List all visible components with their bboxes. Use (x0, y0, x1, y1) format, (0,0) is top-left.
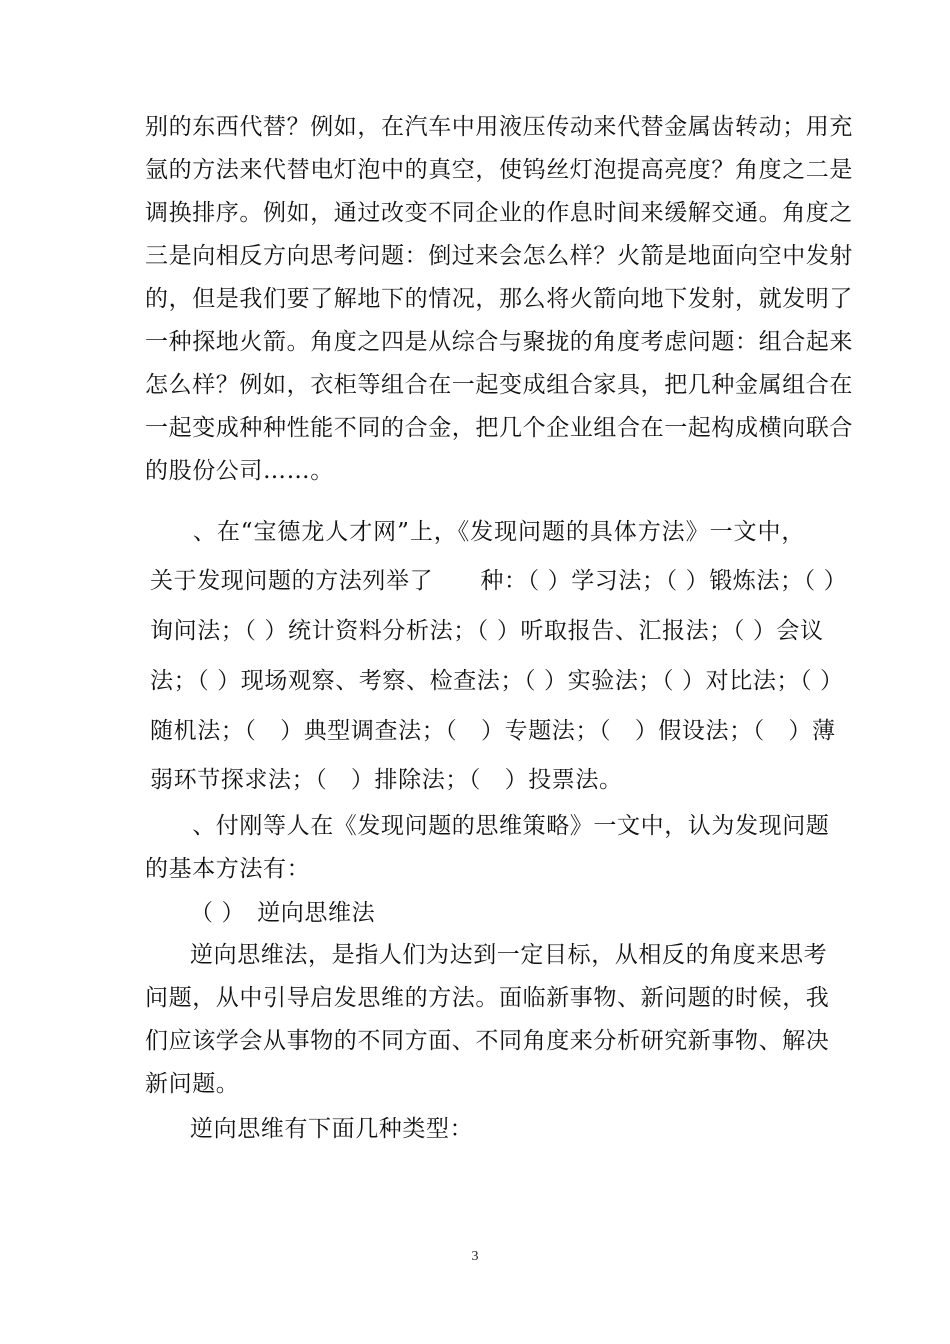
text-line: 、付刚等人在《发现问题的思维策略》一文中，认为发现问题 (145, 813, 830, 839)
text-line: 怎么样？例如，衣柜等组合在一起变成组合家具，把几种金属组合在 (145, 372, 853, 398)
text-line: 询问法；（ ）统计资料分析法；（ ）听取报告、汇报法；（ ）会议 (150, 618, 824, 644)
text-line: 氩的方法来代替电灯泡中的真空，使钨丝灯泡提高亮度？角度之二是 (145, 157, 853, 183)
text-line: 弱环节探求法；（ ）排除法；（ ）投票法。 (150, 767, 623, 793)
page-number: 3 (471, 1249, 479, 1264)
text-line: 关于发现问题的方法列举了 种：（ ）学习法；（ ）锻炼法；（ ） (150, 568, 848, 594)
text-line: 、在“宝德龙人才网”上，《发现问题的具体方法》一文中， (145, 519, 805, 545)
text-line: 随机法；（ ）典型调查法；（ ）专题法；（ ）假设法；（ ）薄 (150, 718, 836, 744)
text-line: 逆向思维有下面几种类型： (190, 1116, 474, 1142)
text-line: 新问题。 (145, 1071, 240, 1097)
text-line: 一种探地火箭。角度之四是从综合与聚拢的角度考虑问题：组合起来 (145, 329, 853, 355)
text-line: 逆向思维法，是指人们为达到一定目标，从相反的角度来思考 (190, 942, 828, 968)
text-line: 问题，从中引导启发思维的方法。面临新事物、新问题的时候，我 (145, 985, 830, 1011)
text-line: 别的东西代替？例如，在汽车中用液压传动来代替金属齿转动；用充 (145, 114, 853, 140)
section-heading: （ ） 逆向思维法 (190, 900, 376, 926)
text-line: 们应该学会从事物的不同方面、不同角度来分析研究新事物、解决 (145, 1028, 830, 1054)
text-line: 的股份公司……。 (145, 458, 334, 484)
text-line: 调换排序。例如，通过改变不同企业的作息时间来缓解交通。角度之 (145, 200, 853, 226)
text-line: 法；（ ）现场观察、考察、检查法；（ ）实验法；（ ）对比法；（ ） (150, 668, 844, 694)
text-line: 的，但是我们要了解地下的情况，那么将火箭向地下发射，就发明了 (145, 286, 853, 312)
text-line: 的基本方法有： (145, 856, 311, 882)
text-line: 一起变成种种性能不同的合金，把几个企业组合在一起构成横向联合 (145, 415, 853, 441)
text-line: 三是向相反方向思考问题：倒过来会怎么样？火箭是地面向空中发射 (145, 243, 853, 269)
